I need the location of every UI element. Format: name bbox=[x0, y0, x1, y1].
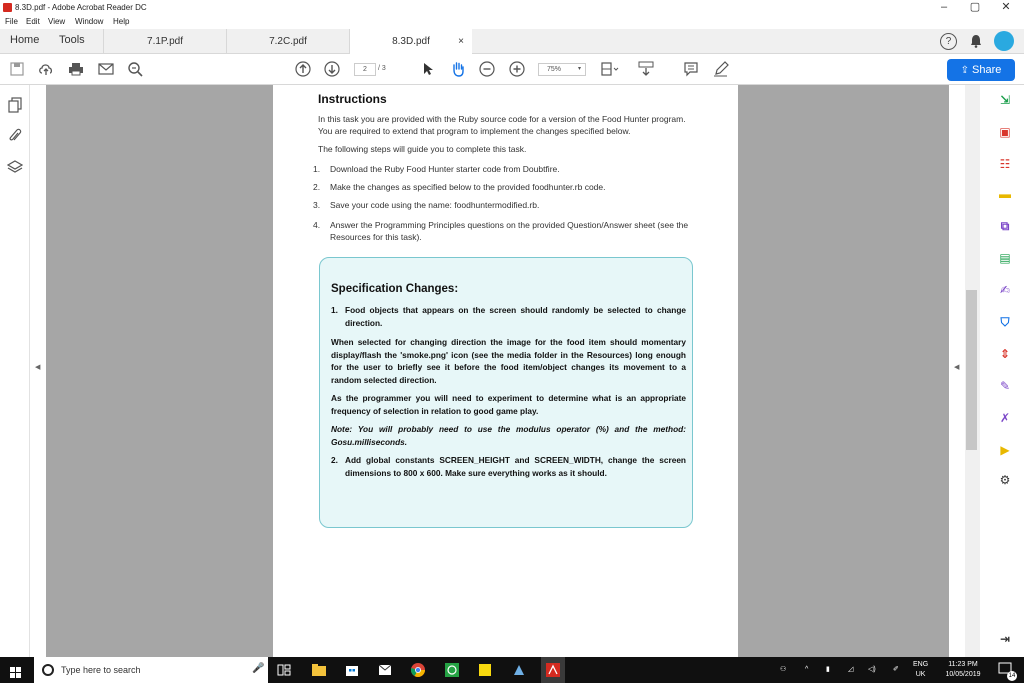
spec-item-number: 2. bbox=[331, 455, 338, 465]
guide-paragraph: The following steps will guide you to complete this task. bbox=[318, 144, 527, 154]
right-tools-pane bbox=[980, 85, 1024, 657]
step-text: Make the changes as specified below to the provided foodhunter.rb code. bbox=[330, 182, 606, 192]
attachment-icon[interactable] bbox=[7, 128, 23, 144]
doc-tab[interactable] bbox=[103, 29, 226, 54]
collapse-panel-icon[interactable]: ⇥ bbox=[999, 632, 1011, 646]
step-number: 4. bbox=[313, 220, 321, 230]
zoom-level-value: 75% bbox=[547, 66, 562, 73]
print-icon[interactable] bbox=[67, 60, 85, 78]
mail-icon[interactable] bbox=[377, 662, 393, 678]
comment-tool-icon[interactable]: ▬ bbox=[999, 187, 1011, 201]
account-avatar[interactable] bbox=[994, 31, 1014, 51]
menu-window[interactable]: Window bbox=[75, 17, 104, 26]
close-tab-button[interactable]: × bbox=[458, 36, 464, 47]
close-window-button[interactable]: ✕ bbox=[1001, 1, 1011, 13]
edit-pdf-icon[interactable]: ☷ bbox=[999, 157, 1011, 171]
scroll-mode-icon[interactable] bbox=[637, 60, 655, 78]
share-label: Share bbox=[972, 64, 1002, 76]
doc-tab-active[interactable] bbox=[349, 29, 472, 55]
sticky-notes-icon[interactable] bbox=[477, 662, 493, 678]
pen-icon[interactable] bbox=[712, 60, 730, 78]
share-icon: ⇪ bbox=[960, 65, 969, 76]
chrome-icon[interactable] bbox=[410, 662, 426, 678]
step-number: 1. bbox=[313, 164, 321, 174]
organize-pages-icon[interactable]: ▤ bbox=[999, 251, 1011, 265]
spec-item-number: 1. bbox=[331, 305, 338, 315]
step-number: 2. bbox=[313, 182, 321, 192]
whatsapp-icon[interactable] bbox=[444, 662, 460, 678]
compress-pdf-icon[interactable]: ⇕ bbox=[999, 347, 1011, 361]
doc-tab[interactable] bbox=[226, 29, 349, 54]
microphone-icon[interactable]: 🎤 bbox=[252, 663, 265, 674]
search-icon[interactable] bbox=[126, 60, 144, 78]
spec-item-text: Food objects that appears on the screen should randomly be selected to change direction. bbox=[345, 305, 686, 328]
spec-item bbox=[331, 304, 686, 329]
acrobat-app-icon bbox=[3, 3, 12, 12]
left-pane-toggle[interactable] bbox=[30, 85, 46, 657]
taskbar-search-input[interactable] bbox=[34, 657, 268, 683]
chevron-left-icon: ◀ bbox=[35, 364, 41, 371]
toolbar bbox=[0, 54, 1024, 85]
next-page-icon[interactable] bbox=[323, 60, 341, 78]
search-placeholder: Type here to search bbox=[61, 665, 141, 675]
more-tools-icon[interactable]: ⚙ bbox=[999, 473, 1011, 487]
step-text: Download the Ruby Food Hunter starter code from Doubtfire. bbox=[330, 164, 560, 174]
action-center-icon[interactable] bbox=[997, 662, 1016, 679]
instructions-heading: Instructions bbox=[318, 92, 387, 106]
upload-cloud-icon[interactable] bbox=[37, 60, 55, 78]
export-pdf-icon[interactable]: ⇲ bbox=[999, 93, 1011, 107]
doc-tab-label: 7.2C.pdf bbox=[269, 36, 307, 47]
tab-tools[interactable]: Tools bbox=[59, 34, 85, 46]
people-icon[interactable]: ⚇ bbox=[780, 666, 787, 673]
specification-box bbox=[319, 257, 693, 528]
page-number-input[interactable]: 2 bbox=[354, 63, 376, 76]
protect-icon[interactable]: ⛉ bbox=[1000, 314, 1010, 329]
spec-paragraph: As the programmer you will need to experiment to determine what is an appropriate frequency of selection in relation to good game play. bbox=[331, 393, 686, 416]
pdf-page bbox=[273, 85, 738, 657]
step-text: Answer the Programming Principles questions on the provided Question/Answer sheet (see the Resources for this task). bbox=[330, 220, 689, 242]
email-icon[interactable] bbox=[97, 60, 115, 78]
document-viewport[interactable] bbox=[30, 85, 980, 657]
title-bar bbox=[0, 0, 1024, 15]
spec-note: Note: You will probably need to use the modulus operator (%) and the method: Gosu.milliseconds. bbox=[331, 424, 686, 447]
doc-tab-label: 7.1P.pdf bbox=[147, 36, 183, 47]
send-for-signature-icon[interactable]: ✗ bbox=[999, 411, 1011, 425]
specification-heading: Specification Changes: bbox=[331, 283, 459, 295]
windows-start-icon[interactable] bbox=[10, 665, 21, 676]
taskbar bbox=[0, 657, 1024, 683]
page-thumbnails-icon[interactable] bbox=[7, 97, 23, 113]
comment-icon[interactable] bbox=[682, 60, 700, 78]
task-view-icon[interactable] bbox=[276, 662, 292, 678]
maximize-button[interactable]: ▢ bbox=[969, 1, 981, 13]
keyboard-layout: UK bbox=[915, 671, 926, 678]
step-text: Save your code using the name: foodhuntermodified.rb. bbox=[330, 200, 540, 210]
acrobat-taskbar-icon[interactable] bbox=[541, 657, 565, 683]
language-code: ENG bbox=[913, 661, 929, 668]
volume-icon[interactable]: ◁) bbox=[868, 666, 876, 673]
scrollbar-thumb[interactable] bbox=[966, 290, 977, 450]
chevron-up-icon[interactable]: ^ bbox=[805, 666, 809, 673]
window-title: 8.3D.pdf - Adobe Acrobat Reader DC bbox=[15, 3, 147, 12]
zoom-in-icon[interactable] bbox=[508, 60, 526, 78]
menu-file[interactable]: File bbox=[5, 17, 18, 26]
previous-page-icon[interactable] bbox=[294, 60, 312, 78]
language-indicator[interactable] bbox=[913, 660, 928, 680]
send-track-icon[interactable]: ▶ bbox=[1000, 443, 1010, 457]
share-button[interactable] bbox=[947, 59, 1015, 81]
help-icon[interactable]: ? bbox=[940, 33, 957, 50]
request-signature-icon[interactable]: ✎ bbox=[999, 379, 1011, 393]
bell-icon[interactable] bbox=[970, 34, 982, 48]
spec-paragraph: When selected for changing direction the image for the food item should momentary display/flash the 'smoke.png' icon (see the media folder in the Resources) long enough for the user to briefly see it before the food item/object changes its movement to a random selected direction. bbox=[331, 337, 686, 385]
wifi-icon[interactable]: ◿ bbox=[848, 666, 854, 673]
menu-view[interactable]: View bbox=[48, 17, 66, 26]
spec-item-text: Add global constants SCREEN_HEIGHT and SCREEN_WIDTH, change the screen dimensions to 800 x 600. Make sure everything works as it should. bbox=[345, 455, 686, 478]
app-icon[interactable] bbox=[511, 662, 527, 678]
clock-time: 11:23 PM bbox=[948, 661, 978, 668]
notification-count-badge: 14 bbox=[1008, 673, 1016, 679]
battery-icon[interactable]: ▮ bbox=[826, 666, 830, 673]
zoom-out-icon[interactable] bbox=[478, 60, 496, 78]
spec-item bbox=[331, 454, 686, 479]
select-cursor-icon[interactable] bbox=[419, 60, 437, 78]
minimize-button[interactable]: – bbox=[940, 1, 948, 13]
vertical-scrollbar[interactable] bbox=[965, 85, 980, 657]
tab-bar bbox=[0, 29, 1024, 54]
doc-tab-label: 8.3D.pdf bbox=[392, 36, 430, 47]
combine-files-icon[interactable]: ⧉ bbox=[1000, 218, 1010, 233]
step-number: 3. bbox=[313, 200, 321, 210]
menu-bar bbox=[0, 15, 1024, 29]
layers-icon[interactable] bbox=[7, 159, 23, 175]
fill-sign-icon[interactable]: ✍ bbox=[999, 283, 1011, 297]
hand-tool-icon[interactable] bbox=[449, 60, 467, 78]
menu-edit[interactable]: Edit bbox=[26, 17, 40, 26]
file-explorer-icon[interactable] bbox=[311, 662, 327, 678]
page-count: / 3 bbox=[378, 65, 386, 72]
left-navigation-pane bbox=[0, 85, 30, 657]
page-display-icon[interactable] bbox=[601, 60, 619, 78]
right-pane-toggle[interactable] bbox=[949, 85, 965, 657]
chevron-left-icon: ◀ bbox=[954, 364, 960, 371]
intro-paragraph: In this task you are provided with the Ruby source code for a version of the Food Hunter program. You are required to extend that program to implement the changes specified below. bbox=[318, 114, 686, 136]
store-icon[interactable] bbox=[344, 662, 360, 678]
clock-date: 10/05/2019 bbox=[945, 671, 981, 678]
cortana-icon bbox=[42, 664, 54, 676]
save-icon[interactable] bbox=[8, 60, 26, 78]
clock[interactable] bbox=[939, 660, 987, 680]
tab-home[interactable]: Home bbox=[10, 34, 40, 46]
pen-workspace-icon[interactable]: ✐ bbox=[893, 666, 899, 673]
chevron-down-icon: ▾ bbox=[577, 66, 581, 72]
create-pdf-icon[interactable]: ▣ bbox=[999, 125, 1011, 139]
zoom-level-select[interactable] bbox=[538, 63, 586, 76]
menu-help[interactable]: Help bbox=[113, 17, 130, 26]
